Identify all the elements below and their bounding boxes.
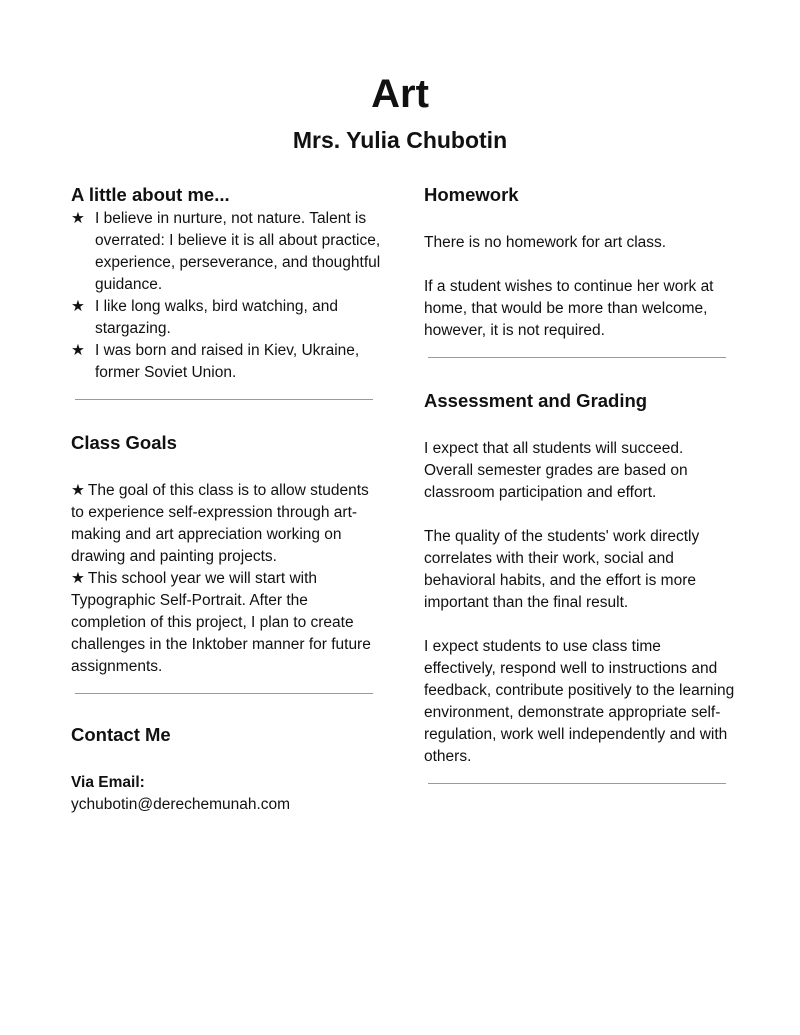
- goal-text: This school year we will start with Typographic Self-Portrait. After the completion of this project, I plan to create challenges in the Inktober manner for future assignments.: [71, 570, 371, 675]
- assessment-heading: Assessment and Grading: [424, 390, 648, 411]
- page-title: Art: [371, 72, 429, 116]
- star-icon: ★: [71, 210, 85, 227]
- about-item-text: I was born and raised in Kiev, Ukraine, former Soviet Union.: [95, 342, 360, 381]
- star-icon: ★: [71, 482, 85, 499]
- about-list: [71, 208, 383, 384]
- about-item-text: I like long walks, bird watching, and stargazing.: [95, 298, 338, 337]
- contact-section: [71, 722, 383, 816]
- assessment-section: [424, 388, 736, 768]
- section-divider: [75, 399, 373, 400]
- about-item-text: I believe in nurture, not nature. Talent is overrated: I believe it is all about practice, experience, perseverance, and thoughtful guidance.: [95, 210, 381, 293]
- star-icon: ★: [71, 570, 85, 587]
- goal-paragraph: [71, 480, 383, 568]
- goal-text: The goal of this class is to allow students to experience self-expression through art-making and art appreciation working on drawing and painting projects.: [71, 482, 369, 565]
- teacher-name: Mrs. Yulia Chubotin: [292, 127, 508, 153]
- star-icon: ★: [71, 298, 85, 315]
- assessment-paragraph: I expect that all students will succeed. Overall semester grades are based on classroom participation and effort.: [424, 440, 688, 501]
- left-column: [71, 182, 383, 816]
- contact-label: Via Email:: [71, 774, 145, 791]
- assessment-paragraph: The quality of the students' work directly correlates with their work, social and behavioral habits, and the effort is more important than the final result.: [424, 528, 700, 611]
- list-item: [71, 296, 383, 340]
- section-divider: [75, 693, 373, 694]
- homework-paragraph: There is no homework for art class.: [424, 234, 667, 251]
- homework-heading: Homework: [424, 184, 519, 205]
- goals-section: [71, 430, 383, 678]
- contact-heading: Contact Me: [71, 724, 171, 745]
- goals-heading: Class Goals: [71, 432, 177, 453]
- contact-email[interactable]: ychubotin@derechemunah.com: [71, 796, 291, 813]
- goal-paragraph: [71, 568, 383, 678]
- about-section: [71, 182, 383, 384]
- homework-section: [424, 182, 736, 342]
- right-column: [424, 182, 736, 784]
- star-icon: ★: [71, 342, 85, 359]
- list-item: [71, 208, 383, 296]
- section-divider: [428, 783, 726, 784]
- list-item: [71, 340, 383, 384]
- homework-paragraph: If a student wishes to continue her work at home, that would be more than welcome, however, it is not required.: [424, 278, 714, 339]
- assessment-paragraph: I expect students to use class time effectively, respond well to instructions and feedback, contribute positively to the learning environment, demonstrate appropriate self-regulation, work well independently and with others.: [424, 638, 735, 765]
- about-heading: A little about me...: [71, 184, 230, 205]
- section-divider: [428, 357, 726, 358]
